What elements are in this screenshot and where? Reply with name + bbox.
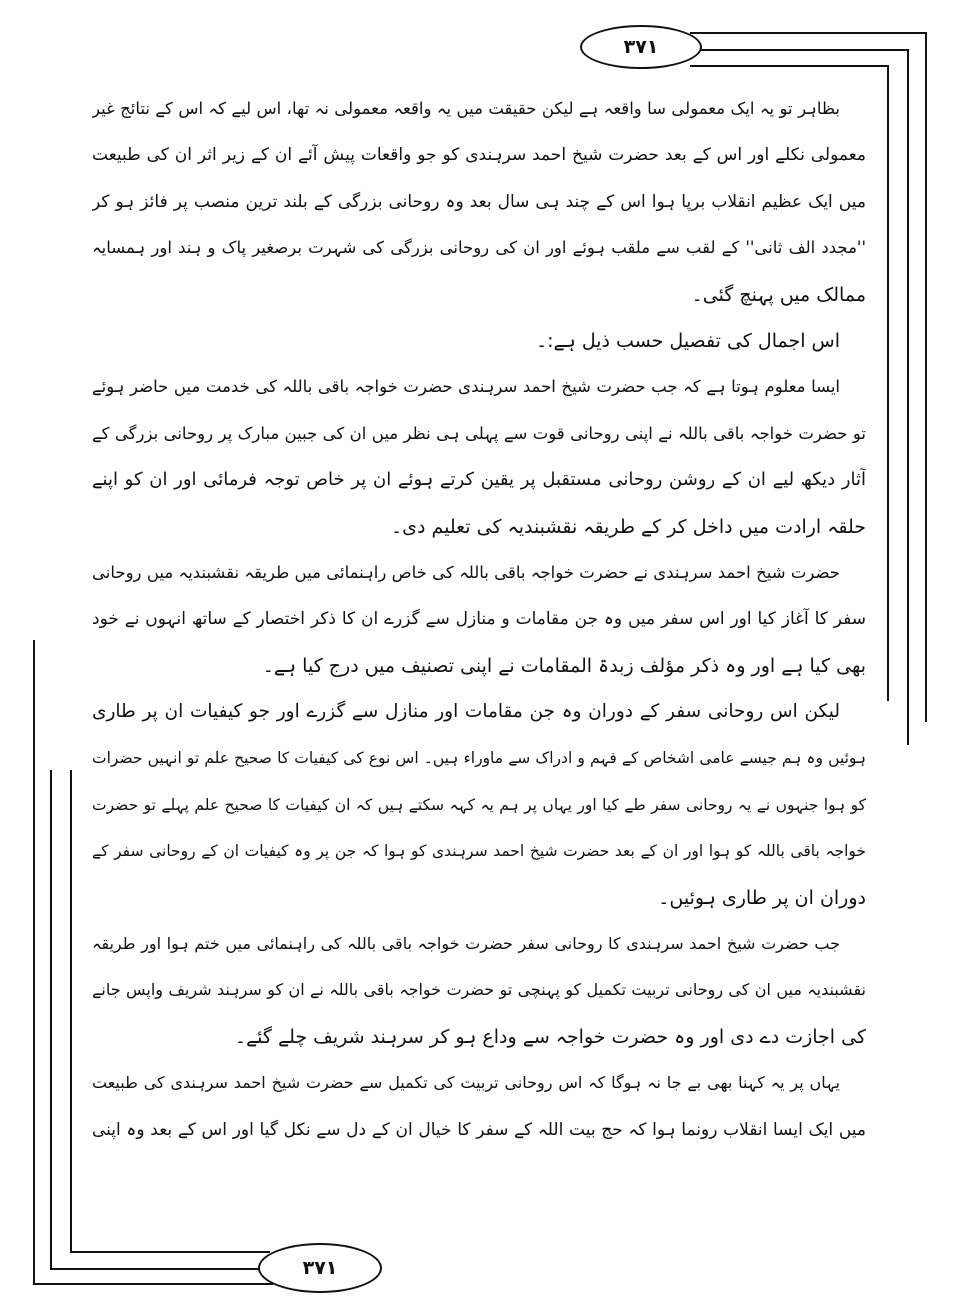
text-line: حلقہ ارادت میں داخل کر کے طریقہ نقشبندیہ کی تعلیم دی۔: [390, 515, 866, 538]
text-line: کی اجازت دے دی اور وہ حضرت خواجہ سے وداع ہو کر سرہند شریف چلے گئے۔: [234, 1025, 866, 1048]
text-line: اس اجمال کی تفصیل حسب ذیل ہے:۔: [536, 329, 840, 352]
text-line: کو ہوا جنہوں نے یہ روحانی سفر طے کیا اور یہاں پر ہم یہ کہہ سکتے ہیں کہ ان کیفیات کا صحیح علم پہلے تو حضرت: [92, 795, 866, 814]
text-line: تو حضرت خواجہ باقی باللہ نے اپنی روحانی قوت سے پہلی ہی نظر میں ان کی جبین مبارک پر روحانی بزرگی کے: [92, 423, 866, 443]
paragraph: [92, 550, 866, 689]
page-number-bottom: [258, 1243, 382, 1293]
paragraph: [92, 86, 866, 318]
frame-line: [70, 770, 72, 1251]
text-line: ہوئیں وہ ہم جیسے عامی اشخاص کے فہم و ادراک سے ماوراء ہیں۔ اس نوع کی کیفیات کا صحیح علم تو انہیں حضرات: [92, 749, 866, 768]
paragraph: [92, 689, 866, 921]
frame-line: [33, 640, 35, 1283]
frame-line: [690, 32, 926, 34]
paragraph: [92, 921, 866, 1060]
frame-line: [33, 1283, 273, 1285]
page-number-text: ۳۷۱: [302, 1257, 338, 1279]
frame-line: [907, 49, 909, 745]
paragraph: [92, 318, 866, 364]
text-line: بظاہر تو یہ ایک معمولی سا واقعہ ہے لیکن حقیقت میں یہ واقعہ معمولی نہ تھا، اس لیے کہ اس کے نتائج غیر: [92, 99, 840, 118]
paragraph: [92, 1060, 866, 1153]
frame-line: [887, 65, 889, 701]
frame-line: [50, 1268, 265, 1270]
text-line: ممالک میں پہنچ گئی۔: [691, 283, 866, 306]
body-text: [92, 86, 866, 1153]
text-line: آثار دیکھ لیے ان کے روشن روحانی مستقبل پر یقین کرتے ہوئے ان پر خاص توجہ فرمائی اور ان کو اپنے: [92, 469, 866, 491]
frame-line: [690, 65, 888, 67]
text-line: سفر کا آغاز کیا اور اس سفر میں وہ جن مقامات و منازل سے گزرے ان کا ذکر اختصار کے ساتھ انہوں نے خود: [92, 609, 866, 630]
page-number-top: [580, 25, 702, 69]
frame-line: [925, 32, 927, 722]
text-line: بھی کیا ہے اور وہ ذکر مؤلف زبدۃ المقامات نے اپنی تصنیف میں درج کیا ہے۔: [262, 654, 866, 677]
frame-line: [698, 49, 908, 51]
text-line: یہاں پر یہ کہنا بھی بے جا نہ ہوگا کہ اس روحانی تربیت کی تکمیل سے حضرت شیخ احمد سرہندی کی طبیعت: [92, 1073, 840, 1093]
text-line: میں ایک ایسا انقلاب رونما ہوا کہ حج بیت اللہ کے سفر کا خیال ان کے دل سے نکل گیا اور اس کے بعد وہ اپنی: [92, 1119, 866, 1140]
paragraph: [92, 364, 866, 550]
text-line: ''مجدد الف ثانی'' کے لقب سے ملقب ہوئے اور ان کی روحانی بزرگی کی شہرت برصغیر پاک و ہند اور ہمسایہ: [92, 238, 866, 258]
text-line: لیکن اس روحانی سفر کے دوران وہ جن مقامات اور منازل سے گزرے اور جو کیفیات ان پر طاری: [92, 701, 840, 723]
text-line: جب حضرت شیخ احمد سرہندی کا روحانی سفر حضرت خواجہ باقی باللہ کی راہنمائی میں ختم ہوا اور طریقہ: [92, 934, 840, 954]
text-line: معمولی نکلے اور اس کے بعد حضرت شیخ احمد سرہندی کو جو واقعات پیش آئے ان کے زیر اثر ان کی طبیعت: [92, 145, 866, 166]
page-number-text: ۳۷۱: [623, 36, 659, 58]
text-line: حضرت شیخ احمد سرہندی نے حضرت خواجہ باقی باللہ کی خاص راہنمائی میں طریقہ نقشبندیہ میں روحانی: [92, 562, 840, 582]
text-line: نقشبندیہ میں ان کی روحانی تربیت تکمیل کو پہنچی تو حضرت خواجہ باقی باللہ نے ان کو سرہند شریف واپس جانے: [92, 980, 866, 1000]
text-line: خواجہ باقی باللہ کو ہوا اور ان کے بعد حضرت شیخ احمد سرہندی کو ہوا کہ جن پر وہ کیفیات ان کے روحانی سفر کے: [92, 842, 866, 861]
text-line: دوران ان پر طاری ہوئیں۔: [658, 886, 866, 909]
frame-line: [50, 770, 52, 1268]
text-line: میں ایک عظیم انقلاب برپا ہوا اس کے چند ہی سال بعد وہ روحانی بزرگی کے بلند ترین منصب پر فائز ہو کر: [92, 191, 866, 212]
text-line: ایسا معلوم ہوتا ہے کہ جب حضرت شیخ احمد سرہندی حضرت خواجہ باقی باللہ کی خدمت میں حاضر ہوئے: [92, 377, 840, 397]
frame-line: [70, 1251, 270, 1253]
